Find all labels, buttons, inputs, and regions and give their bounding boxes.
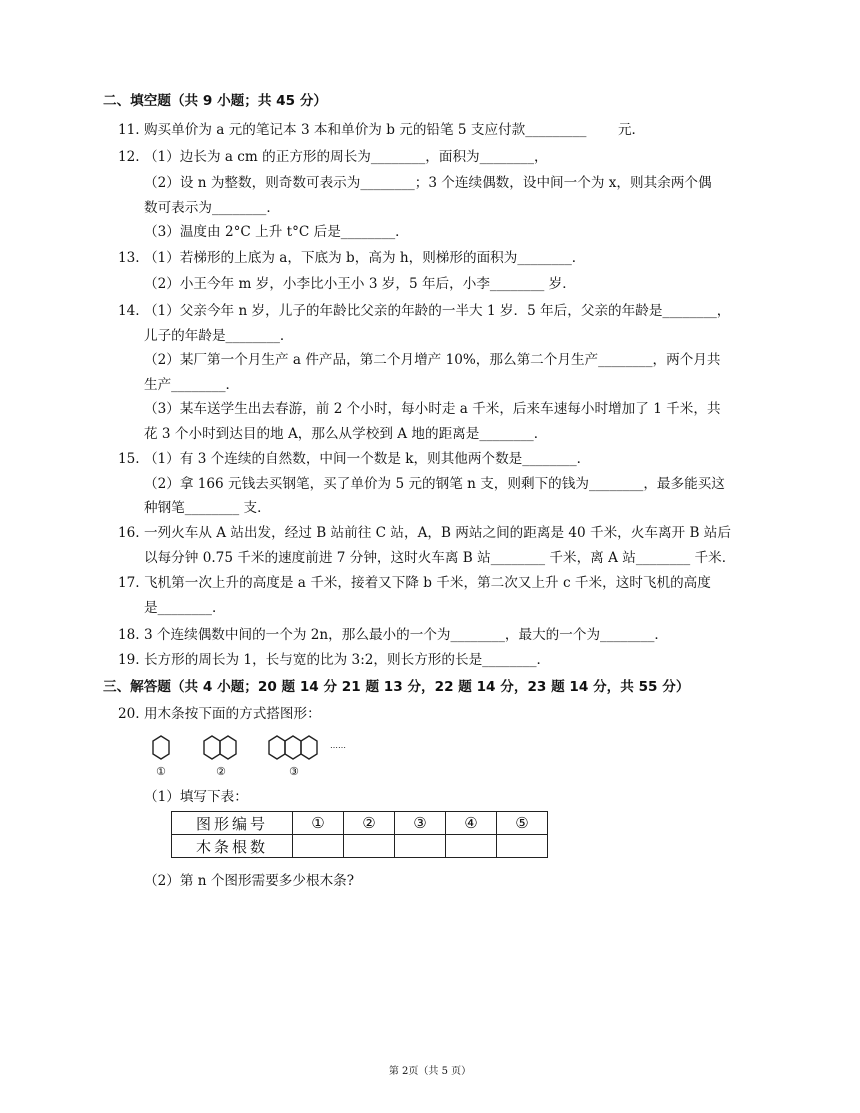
q20-part1: （1）填写下表： (144, 789, 248, 805)
q13-line2: （2）小王今年 m 岁，小李比小王小 3 岁，5 年后，小李________ 岁． (144, 276, 576, 292)
q19-line: 19. 长方形的周长为 1，长与宽的比为 3:2，则长方形的长是________． (118, 652, 551, 668)
table-cell: ⑤ (497, 812, 548, 835)
fill-table (171, 811, 548, 858)
q17-line1: 17. 飞机第一次上升的高度是 a 千米，接着又下降 b 千米，第二次又上升 c 千米，这时飞机的高度 (118, 575, 711, 591)
table-row (172, 812, 548, 835)
table-cell: ① (293, 812, 344, 835)
hexagon-shape (285, 736, 301, 759)
table-row (172, 835, 548, 858)
figure-label-2: ② (216, 765, 226, 778)
q18-line: 18. 3 个连续偶数中间的一个为 2n，那么最小的一个为________，最大的一个为________． (118, 627, 669, 643)
q12-line3: 数可表示为________． (144, 200, 280, 216)
q12-line1: 12. （1）边长为 a cm 的正方形的周长为________，面积为________， (118, 149, 548, 165)
q14-line5: （3）某车送学生出去春游，前 2 个小时，每小时走 a 千米，后来车速每小时增加了 1 千米，共 (144, 401, 721, 417)
section3-header: 三、解答题（共 4 小题；20 题 14 分 21 题 13 分，22 题 14 分，23 题 14 分，共 55 分） (103, 679, 690, 695)
hexagon-shape (204, 736, 220, 759)
hexagon-shape (269, 736, 285, 759)
figure-label-3: ③ (289, 765, 299, 778)
q11-line: 11. 购买单价为 a 元的笔记本 3 本和单价为 b 元的铅笔 5 支应付款_________ 元． (118, 122, 646, 138)
figure-ellipsis: …… (330, 741, 346, 750)
q12-line2: （2）设 n 为整数，则奇数可表示为________；3 个连续偶数，设中间一个为 x，则其余两个偶 (144, 175, 712, 191)
q14-line3: （2）某厂第一个月生产 a 件产品，第二个月增产 10%，那么第二个月生产________，两个月共 (144, 352, 721, 368)
q13-line1: 13. （1）若梯形的上底为 a，下底为 b，高为 h，则梯形的面积为________． (118, 250, 586, 266)
table-header-cell: 木条根数 (172, 835, 293, 858)
table-cell (446, 835, 497, 858)
page-footer: 第 2页（共 5 页） (388, 1066, 472, 1077)
q14-line6: 花 3 个小时到达目的地 A，那么从学校到 A 地的距离是________． (144, 426, 548, 442)
section2-header: 二、填空题（共 9 小题；共 45 分） (103, 93, 328, 109)
hexagon-shape (301, 736, 317, 759)
table-cell (293, 835, 344, 858)
table-header-cell: 图形编号 (172, 812, 293, 835)
q14-line4: 生产________． (144, 377, 240, 393)
q15-line1: 15. （1）有 3 个连续的自然数，中间一个数是 k，则其他两个数是________． (118, 451, 591, 467)
q16-line2: 以每分钟 0.75 千米的速度前进 7 分钟，这时火车离 B 站________ 千米，离 A 站________ 千米． (144, 550, 736, 566)
hexagon-figures-svg (150, 733, 350, 769)
q14-line1: 14. （1）父亲今年 n 岁，儿子的年龄比父亲的年龄的一半大 1 岁．5 年后，父亲的年龄是________， (118, 303, 731, 319)
q15-line3: 种钢笔________ 支． (144, 500, 271, 516)
q14-line2: 儿子的年龄是________． (144, 328, 294, 344)
table-cell (344, 835, 395, 858)
table-cell: ④ (446, 812, 497, 835)
q20-part2: （2）第 n 个图形需要多少根木条? (144, 873, 355, 889)
q20-line: 20. 用木条按下面的方式搭图形： (118, 706, 321, 722)
figure-label-1: ① (156, 765, 166, 778)
table-cell (395, 835, 446, 858)
q15-line2: （2）拿 166 元钱去买钢笔，买了单价为 5 元的钢笔 n 支，则剩下的钱为________，最多能买这 (144, 476, 725, 492)
q17-line2: 是________． (144, 600, 226, 616)
table-cell: ② (344, 812, 395, 835)
q12-line4: （3）温度由 2°C 上升 t°C 后是________． (144, 224, 409, 240)
hexagon-shape (153, 736, 169, 759)
q16-line1: 16. 一列火车从 A 站出发，经过 B 站前往 C 站，A，B 两站之间的距离是 40 千米，火车离开 B 站后 (118, 525, 731, 541)
table-cell (497, 835, 548, 858)
table-cell: ③ (395, 812, 446, 835)
hexagon-shape (220, 736, 236, 759)
